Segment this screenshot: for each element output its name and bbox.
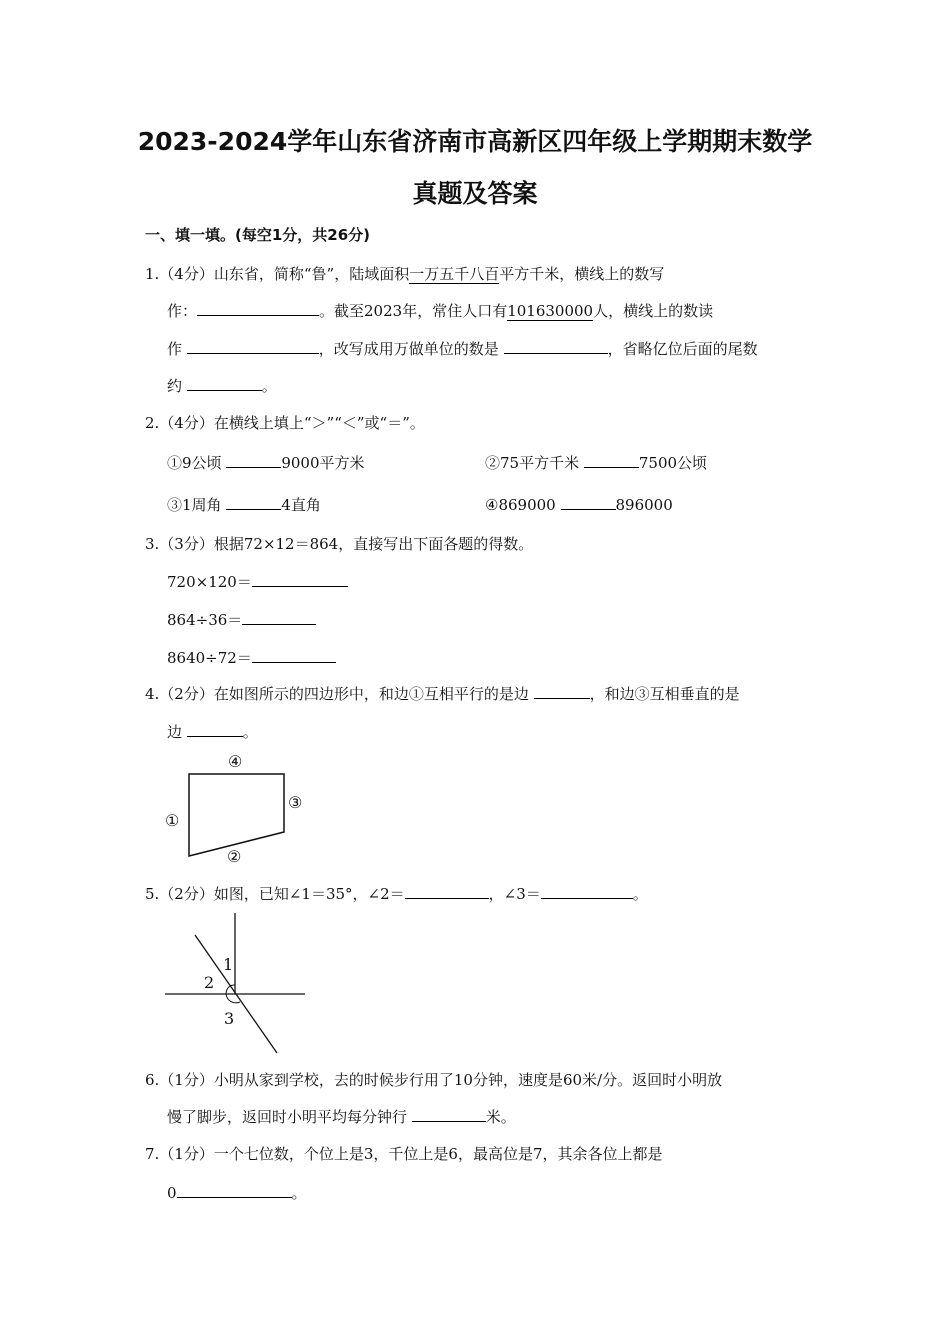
q2-item-3-left: ③1周角 bbox=[167, 496, 222, 514]
q6-text-b-end: 米。 bbox=[485, 1108, 516, 1126]
q3-expr-1 bbox=[167, 570, 348, 592]
q1-underlined-population: 101630000 bbox=[507, 302, 594, 320]
q3-blank-3[interactable] bbox=[252, 646, 336, 663]
q3-blank-1[interactable] bbox=[252, 570, 348, 587]
q5-blank-2[interactable] bbox=[541, 882, 633, 899]
q5-text-a: 5.（2分）如图，已知∠1＝35°，∠2＝ bbox=[145, 885, 405, 903]
quadrilateral-shape bbox=[189, 774, 284, 856]
q2-blank-4[interactable] bbox=[561, 493, 616, 510]
q4-text-b-end: 。 bbox=[242, 723, 258, 741]
q7-line-1: 7.（1分）一个七位数，个位上是3，千位上是6，最高位是7，其余各位上都是 bbox=[145, 1145, 663, 1163]
q1-blank-1[interactable] bbox=[197, 299, 319, 316]
label-side-2: ② bbox=[227, 847, 242, 866]
q1-line-2 bbox=[167, 299, 713, 321]
q1-text-d: 约 bbox=[167, 377, 183, 395]
section-heading: 一、填一填。(每空1分，共26分) bbox=[145, 226, 371, 244]
q1-text-b: 作： bbox=[167, 302, 198, 320]
q7-line-2 bbox=[167, 1181, 307, 1203]
title-line-2: 真题及答案 bbox=[412, 179, 538, 208]
q6-line-2 bbox=[167, 1105, 516, 1127]
q4-text-a: 4.（2分）在如图所示的四边形中，和边①互相平行的是边 bbox=[145, 685, 529, 703]
q4-text-b: 边 bbox=[167, 723, 183, 741]
q1-text-a: 1.（4分）山东省，简称“鲁”，陆域面积 bbox=[145, 265, 410, 283]
angle-figure bbox=[160, 908, 310, 1058]
q2-blank-2[interactable] bbox=[584, 451, 639, 468]
q1-text-d-end: 。 bbox=[261, 377, 277, 395]
q1-blank-3[interactable] bbox=[504, 337, 608, 354]
angle-label-3: 3 bbox=[224, 1009, 235, 1028]
q2-item-1 bbox=[167, 451, 365, 473]
q7-text-b: 0 bbox=[167, 1184, 177, 1202]
q2-blank-3[interactable] bbox=[226, 493, 281, 510]
q5-text-a-end: 。 bbox=[632, 885, 648, 903]
q3-expr-2 bbox=[167, 608, 316, 630]
q6-text-b: 慢了脚步，返回时小明平均每分钟行 bbox=[167, 1108, 408, 1126]
q1-underlined-area: 一万五千八百 bbox=[409, 265, 500, 283]
label-side-1: ① bbox=[165, 811, 180, 830]
q2-item-3 bbox=[167, 493, 321, 515]
q2-item-2-left: ②75平方千米 bbox=[485, 454, 580, 472]
q6-line-1: 6.（1分）小明从家到学校，去的时候步行用了10分钟，速度是60米/分。返回时小明放 bbox=[145, 1071, 723, 1089]
q1-blank-4[interactable] bbox=[187, 374, 262, 391]
q2-item-2 bbox=[485, 451, 707, 473]
q1-text-c-mid: ，改写成用万做单位的数是 bbox=[318, 340, 499, 358]
q1-text-a-end: 平方千米，横线上的数写 bbox=[499, 265, 665, 283]
q2-blank-1[interactable] bbox=[226, 451, 281, 468]
q4-line-2 bbox=[167, 720, 258, 742]
label-side-3: ③ bbox=[288, 793, 303, 812]
q1-text-b-mid: 。截至2023年，常住人口有 bbox=[319, 302, 508, 320]
q1-line-3 bbox=[167, 337, 758, 359]
q1-line-4 bbox=[167, 374, 277, 396]
q1-text-b-end: 人，横线上的数读 bbox=[593, 302, 714, 320]
q2-item-3-right: 4直角 bbox=[281, 496, 321, 514]
title-line-1: 2023-2024学年山东省济南市高新区四年级上学期期末数学 bbox=[137, 127, 813, 156]
q1-text-c-end: ，省略亿位后面的尾数 bbox=[607, 340, 758, 358]
q7-blank-1[interactable] bbox=[177, 1181, 292, 1198]
q4-blank-2[interactable] bbox=[187, 720, 243, 737]
label-side-4: ④ bbox=[228, 752, 243, 771]
q5-line-1 bbox=[145, 882, 648, 904]
angle-2-arc bbox=[226, 986, 230, 994]
q1-text-c: 作 bbox=[167, 340, 183, 358]
q4-line-1 bbox=[145, 682, 740, 704]
q3-expr-3-text: 8640÷72＝ bbox=[167, 649, 252, 667]
angle-3-arc bbox=[226, 994, 240, 1003]
q4-text-a-mid: ，和边③互相垂直的是 bbox=[589, 685, 740, 703]
q2-item-1-right: 9000平方米 bbox=[281, 454, 365, 472]
q3-expr-1-text: 720×120＝ bbox=[167, 573, 252, 591]
q2-stem: 2.（4分）在横线上填上“＞”“＜”或“＝”。 bbox=[145, 414, 425, 432]
q2-item-4 bbox=[485, 493, 673, 514]
angle-label-1: 1 bbox=[223, 955, 234, 974]
q2-item-4-right: 896000 bbox=[615, 496, 673, 514]
q2-item-4-left: ④869000 bbox=[485, 496, 556, 514]
q6-blank-1[interactable] bbox=[412, 1105, 486, 1122]
q2-item-1-left: ①9公顷 bbox=[167, 454, 222, 472]
q3-expr-3 bbox=[167, 646, 336, 668]
angle-1-arc bbox=[230, 985, 235, 986]
q2-item-2-right: 7500公顷 bbox=[638, 454, 708, 472]
q3-blank-2[interactable] bbox=[242, 608, 316, 625]
q5-blank-1[interactable] bbox=[405, 882, 489, 899]
q3-expr-2-text: 864÷36＝ bbox=[167, 611, 243, 629]
q1-blank-2[interactable] bbox=[187, 337, 319, 354]
angle-label-2: 2 bbox=[204, 973, 215, 992]
q5-text-a-mid: ，∠3＝ bbox=[488, 885, 541, 903]
q1-line-1 bbox=[145, 263, 664, 284]
q3-stem: 3.（3分）根据72×12＝864，直接写出下面各题的得数。 bbox=[145, 535, 534, 553]
q7-text-b-end: 。 bbox=[291, 1184, 307, 1202]
quadrilateral-figure bbox=[160, 748, 320, 870]
q4-blank-1[interactable] bbox=[534, 682, 590, 699]
